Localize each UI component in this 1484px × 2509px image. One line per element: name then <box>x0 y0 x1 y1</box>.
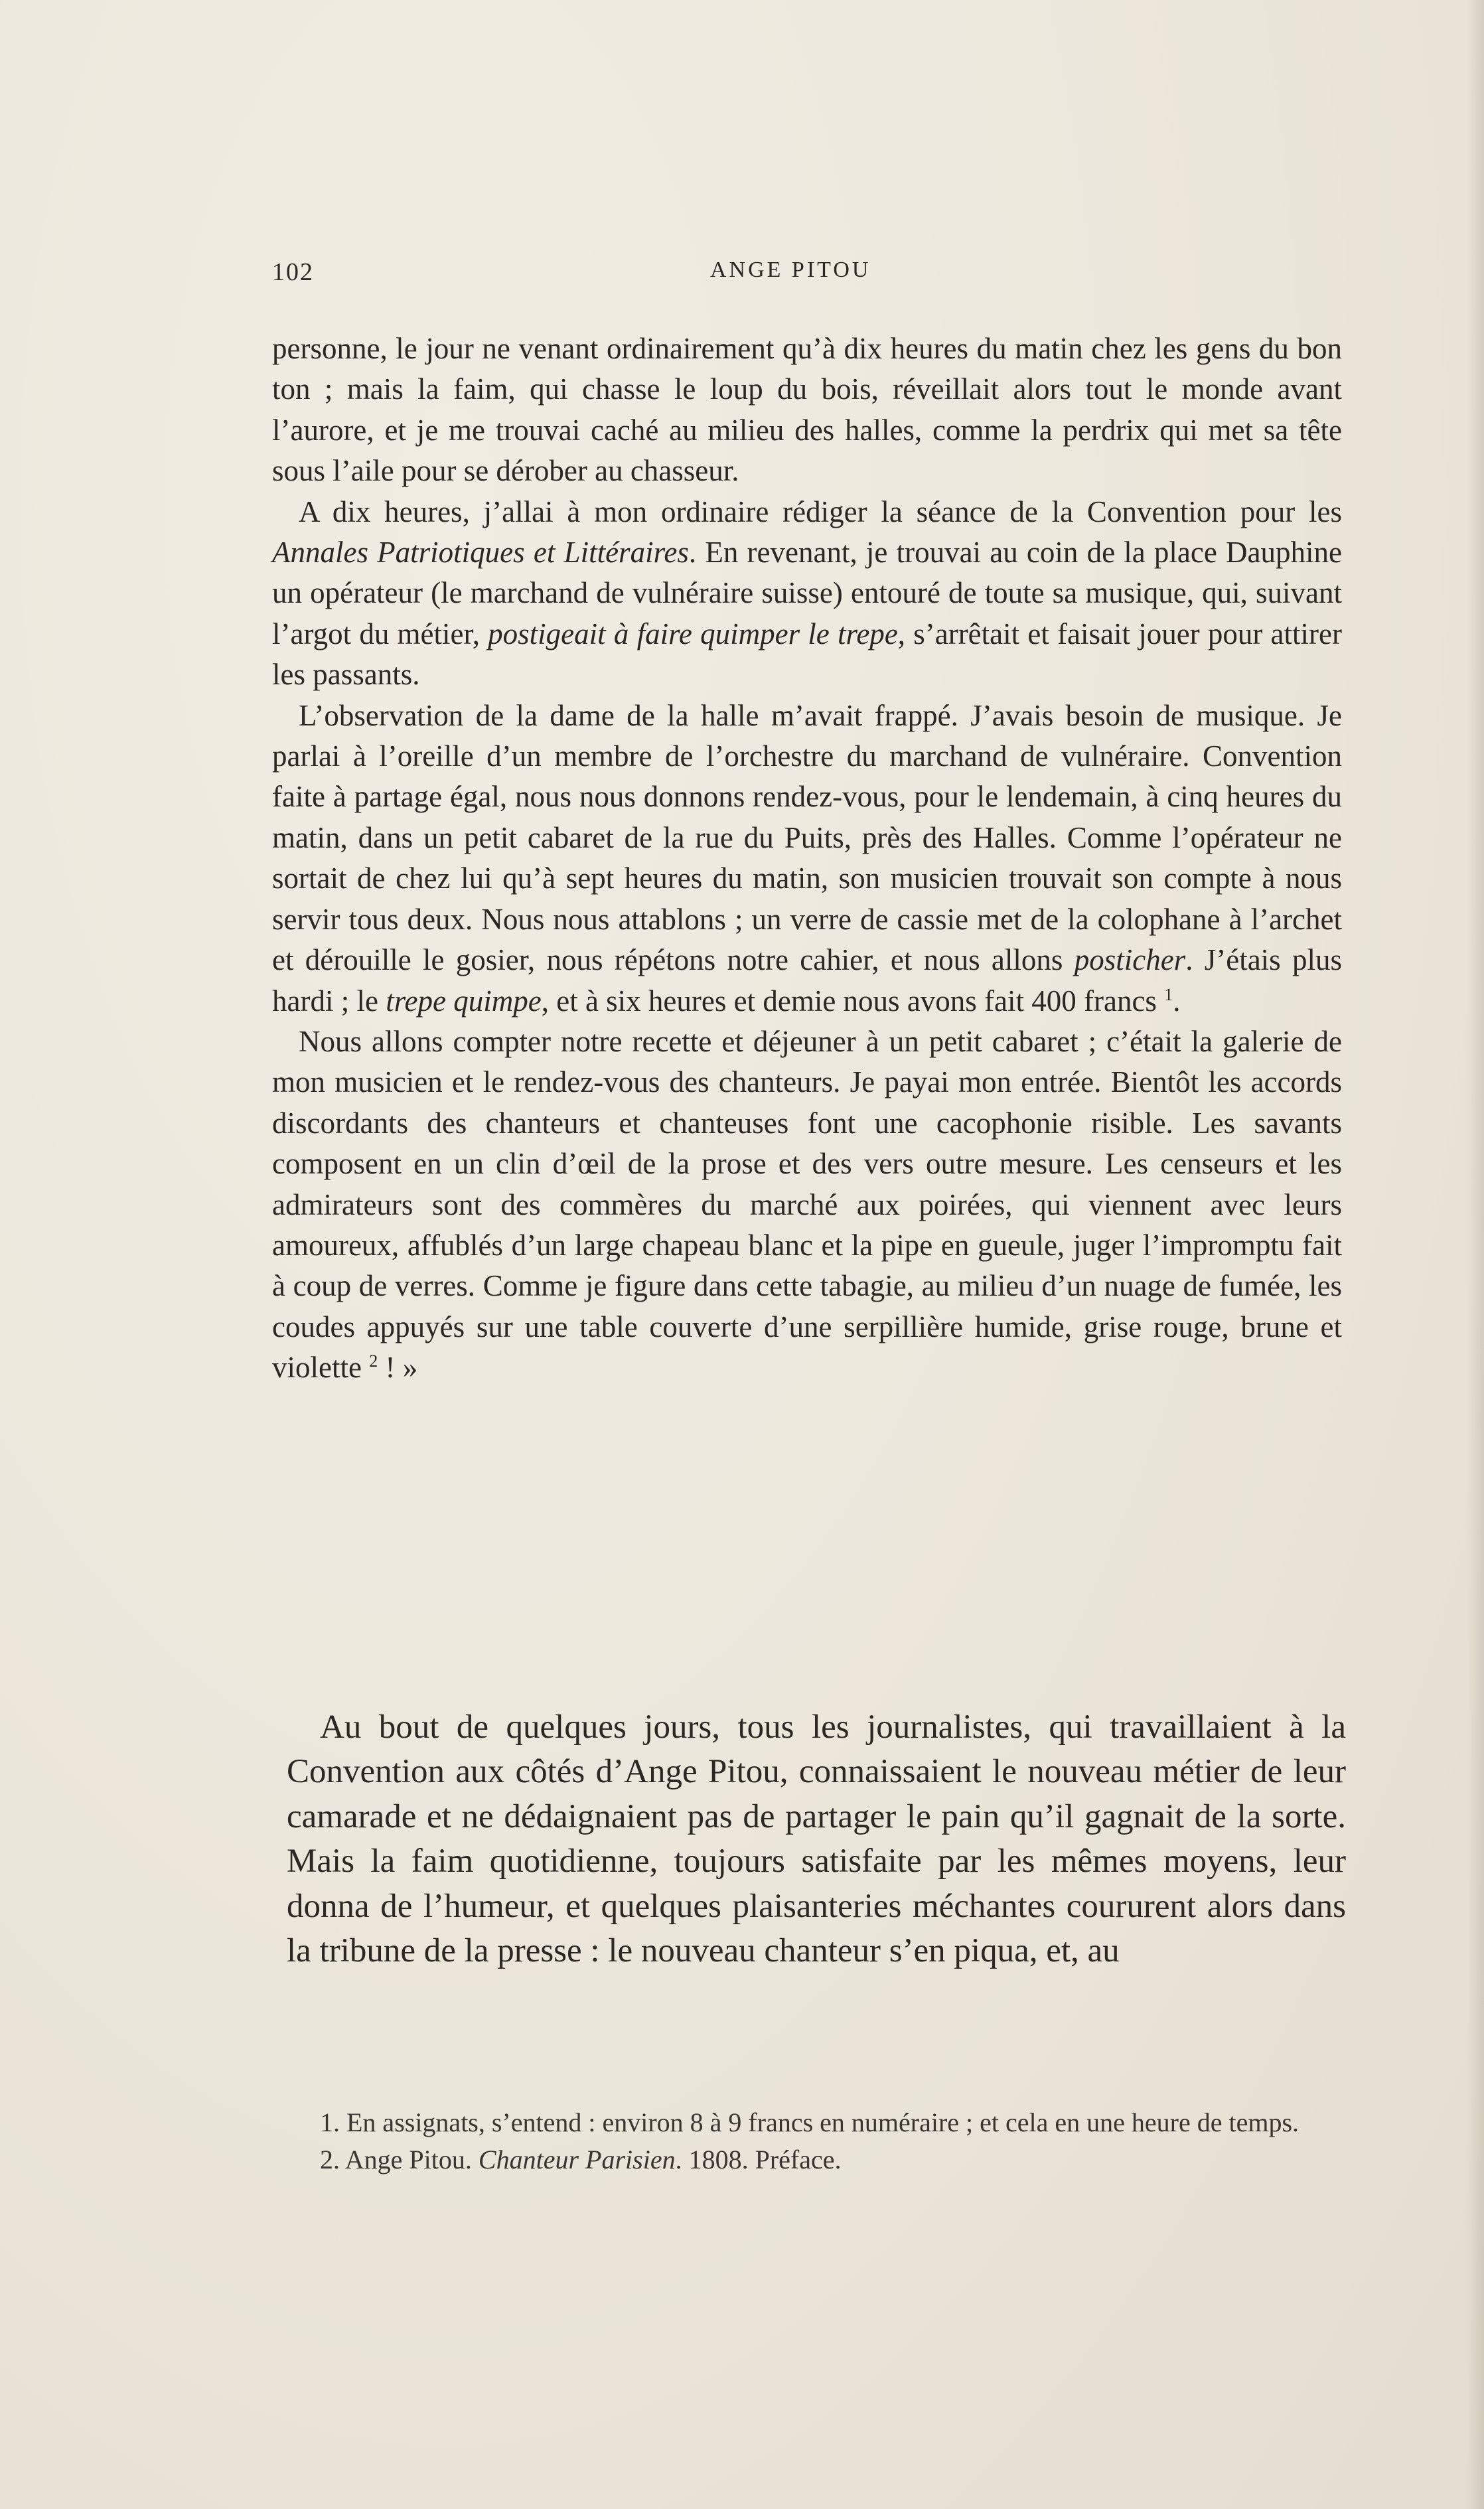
footnote-marker-1: 1 <box>1164 984 1173 1004</box>
italic-slang: trepe quimpe <box>386 984 542 1018</box>
page-edge-shadow <box>1467 0 1484 2509</box>
running-head <box>272 258 1347 297</box>
text-run: . <box>1173 984 1181 1018</box>
text-run: . En revenant, je trouvai au coin de la place Dauphine un opérateur (le marchand de vulnéraire suisse) entouré de toute sa musique, qui, suivant l’argot du métier, <box>272 536 1343 650</box>
text-run: 2. Ange Pitou. <box>320 2145 479 2174</box>
italic-slang: posticher <box>1074 943 1186 977</box>
quote-paragraph-2 <box>272 492 1342 696</box>
body-paragraph-1: Au bout de quelques jours, tous les journalistes, qui travaillaient à la Convention aux côtés d’Ange Pitou, connaissaient le nouveau métier de leur camarade et ne dédaignaient pas de partager le pain qu’il gagnait de la sorte. Mais la faim quotidienne, toujours satisfaite par les mêmes moyens, leur donna de l’humeur, et quelques plaisanteries méchantes coururent alors dans la tribune de la presse : le nouveau chanteur s’en piqua, et, au <box>287 1709 1346 1970</box>
main-text <box>287 1705 1346 1973</box>
footnote-1: 1. En assignats, s’entend : environ 8 à 9 francs en numéraire ; et cela en une heure de temps. <box>320 2107 1299 2137</box>
text-run: . J’étais plus hardi ; le <box>272 943 1342 1018</box>
text-run: , s’arrêtait et faisait jouer pour attirer les passants. <box>272 617 1342 692</box>
text-run: L’observation de la dame de la halle m’avait frappé. J’avais besoin de musique. Je parlai à l’oreille d’un membre de l’orchestre du marchand de vulnéraire. Convention faite à partage égal, nous nous donnons rendez-vous, pour le lendemain, à cinq heures du matin, dans un petit cabaret de la rue du Puits, près des Halles. Comme l’opérateur ne sortait de chez lui qu’à sept heures du matin, son musicien trouvait son compte à nous servir tous deux. Nous nous attablons ; un verre de cassie met de la colophane à l’archet et dérouille le gosier, nous répétons notre cahier, et nous allons <box>272 698 1342 977</box>
text-run: A dix heures, j’allai à mon ordinaire rédiger la séance de la Convention pour les <box>299 494 1342 528</box>
text-run: Nous allons compter notre recette et déjeuner à un petit cabaret ; c’était la galerie de mon musicien et le rendez-vous des chanteurs. Je payai mon entrée. Bientôt les accords discordants des chanteurs et chanteuses font une cacophonie risible. Les savants composent en un clin d’œil de la prose et des vers outre mesure. Les censeurs et les admirateurs sont des commères du marché aux poirées, qui viennent avec leurs amoureux, affublés d’un large chapeau blanc et la pipe en gueule, juger l’impromptu fait à coup de verres. Comme je figure dans cette tabagie, au milieu d’un nuage de fumée, les coudes appuyés sur une table couverte d’une serpillière humide, grise rouge, brune et violette <box>272 1024 1342 1385</box>
quote-paragraph-3 <box>272 696 1342 1022</box>
quoted-passage <box>272 329 1342 1389</box>
page-number: 102 <box>272 258 314 286</box>
text-run: , et à six heures et demie nous avons fait 400 francs <box>541 984 1165 1018</box>
quote-paragraph-4 <box>272 1022 1342 1389</box>
italic-title: Annales Patriotiques et Littéraires <box>272 536 689 570</box>
italic-slang: postigeait à faire quimper le trepe <box>488 617 898 650</box>
quote-paragraph-1: personne, le jour ne venant ordinairement qu’à dix heures du matin chez les gens du bon ton ; mais la faim, qui chasse le loup du bois, réveillait alors tout le monde avant l’aurore, et je me trouvai caché au milieu des halles, comme la perdrix qui met sa tête sous l’aile pour se dérober au chasseur. <box>272 332 1342 488</box>
italic-title: Chanteur Parisien <box>478 2145 676 2174</box>
footnote-marker-2: 2 <box>369 1351 378 1371</box>
text-run: . 1808. Préface. <box>675 2145 842 2174</box>
text-run: ! » <box>378 1351 418 1385</box>
footnote-2 <box>287 2141 1346 2178</box>
running-title: ANGE PITOU <box>710 258 871 282</box>
footnotes <box>287 2104 1346 2178</box>
